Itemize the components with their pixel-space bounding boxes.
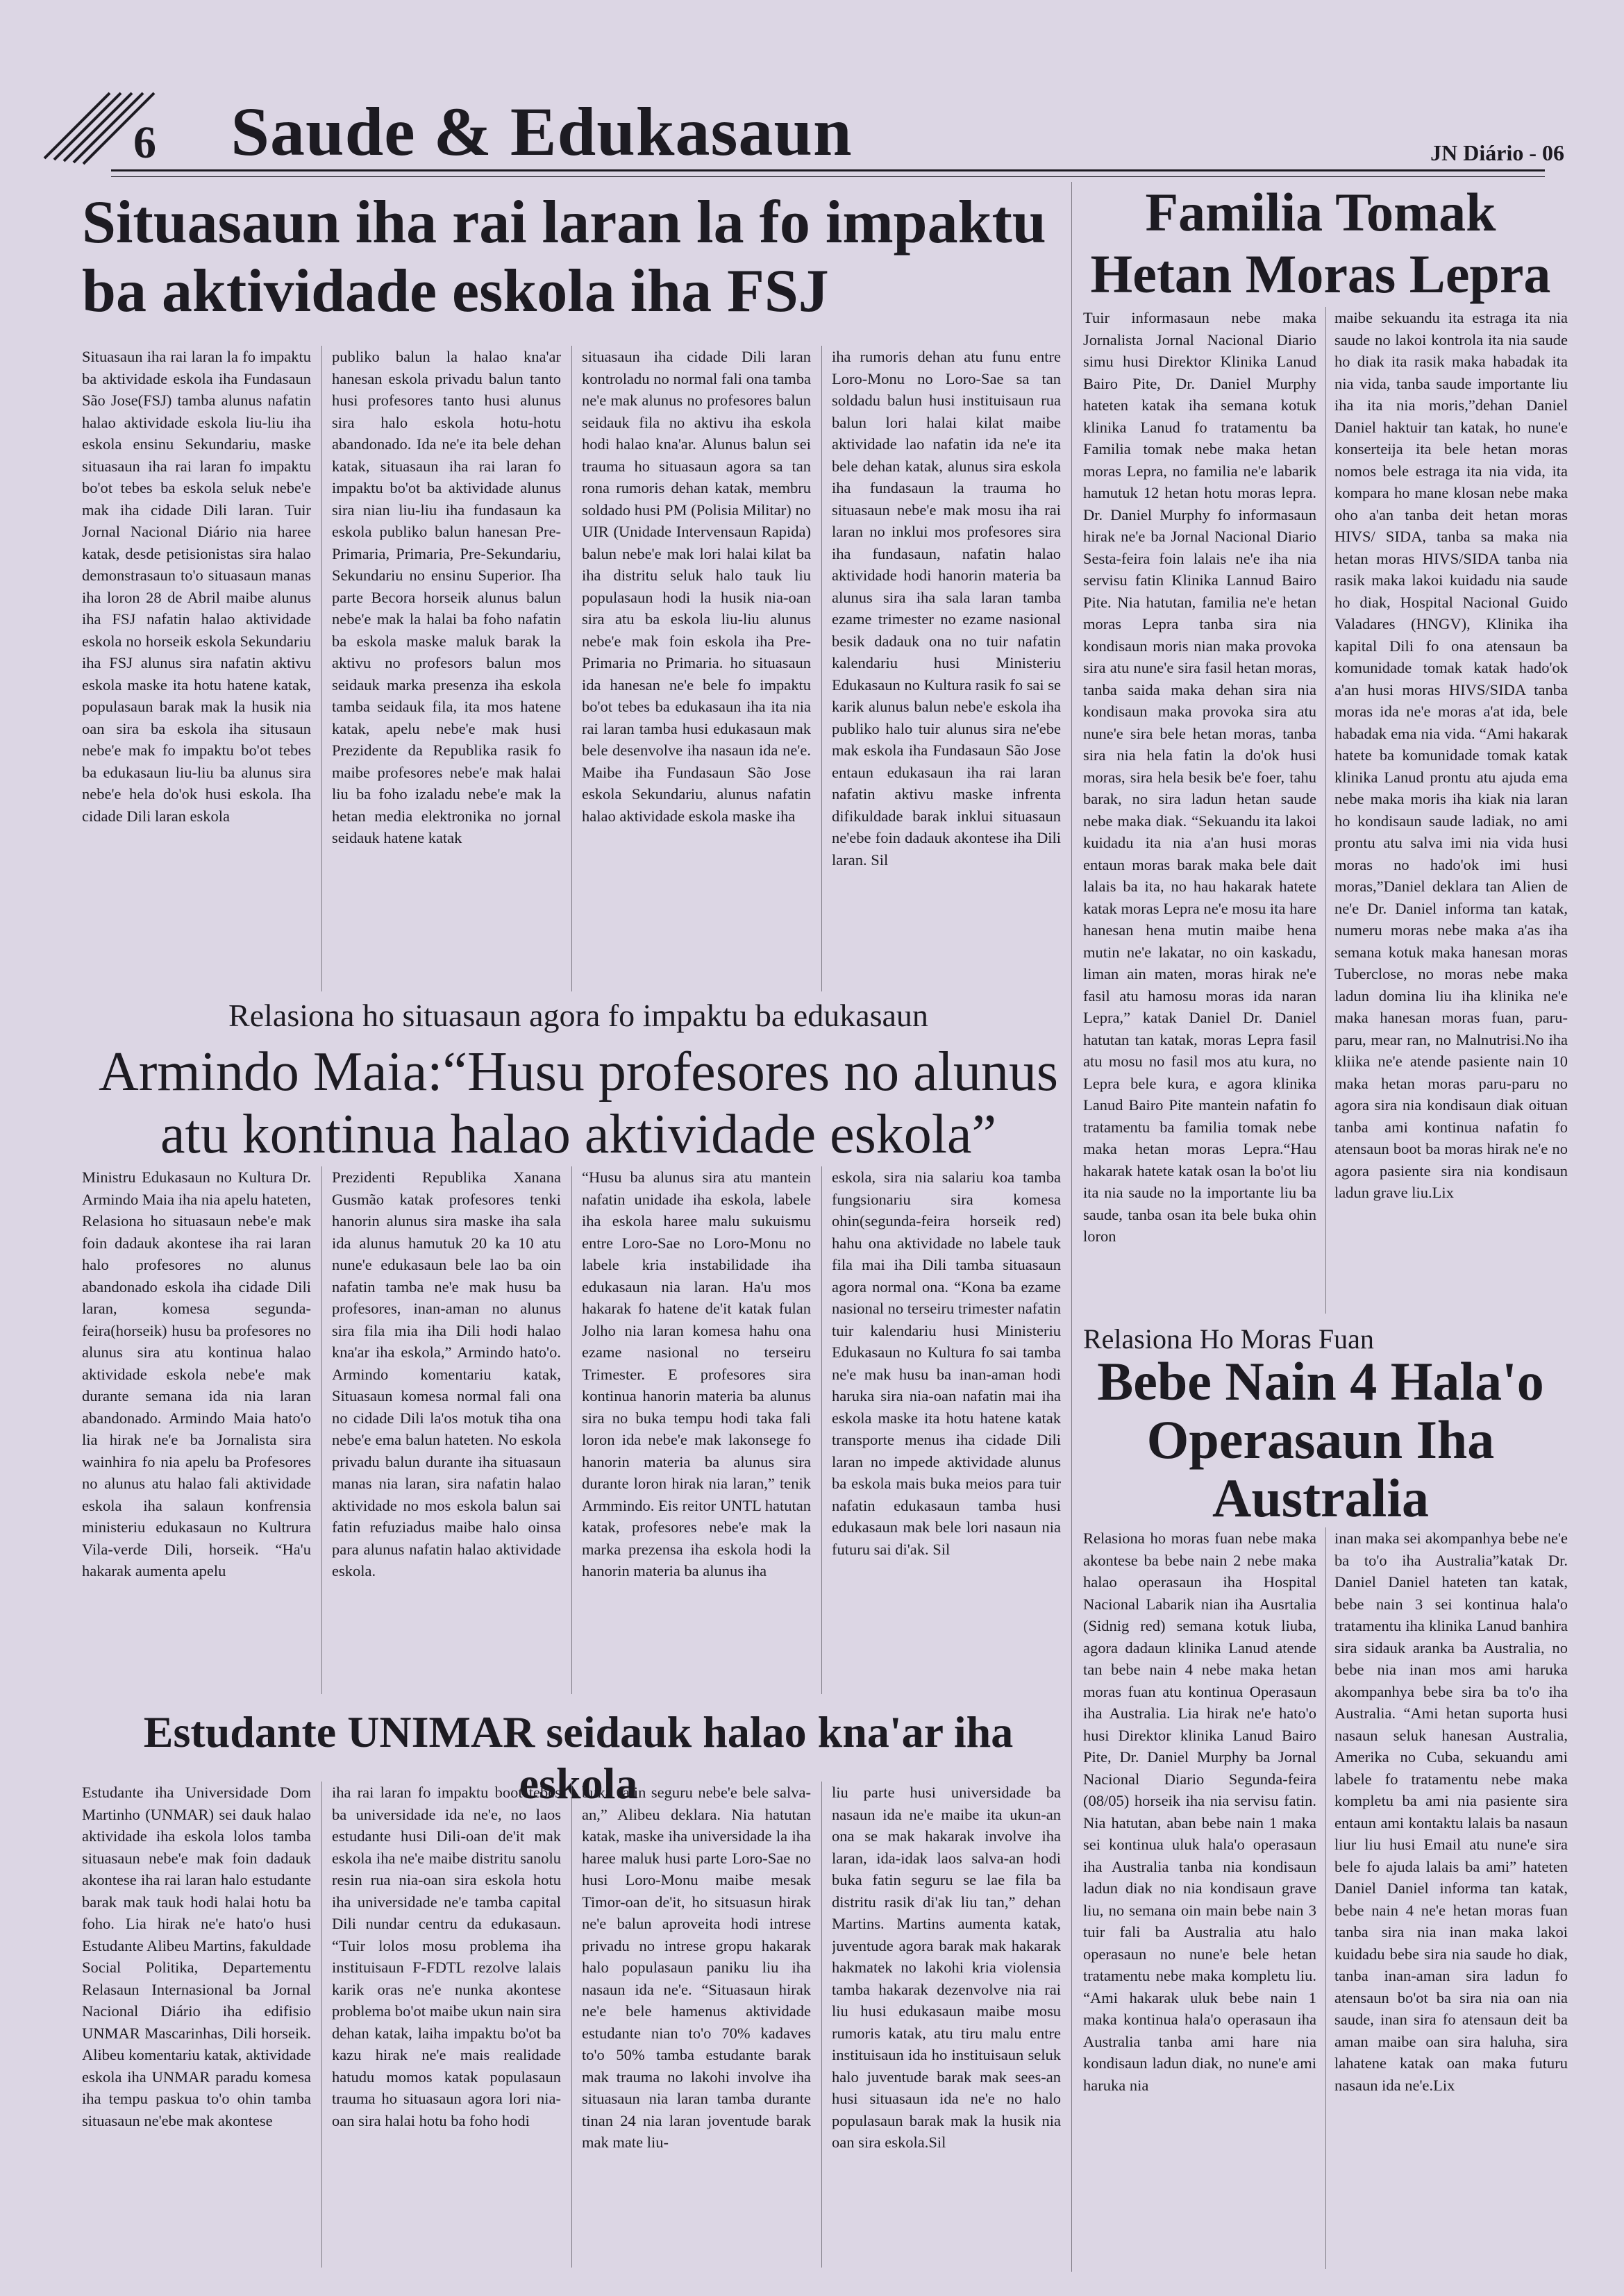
header-rule: [111, 169, 1545, 171]
page-number: 6: [133, 117, 156, 168]
unimar-column-1: Estudante iha Universidade Dom Martinho (UNMAR) sei dauk halao aktividade iha eskola lolos tamba situasaun nebe'e mak foin dadauk akontese iha rai laran halo estudante barak mak tauk hodi halai hotu ba foho. Lia hirak ne'e hato'o husi Estudante Alibeu Martins, fakuldade Social Politika, Departementu Relasaun Internasional ba Jornal Nacional Diário iha edifisio UNMAR Mascarinhas, Dili horseik. Alibeu komentariu katak, aktividade eskola iha UNMAR paradu komesa iha tempu paskua to'o ohin tamba situasaun ne'ebe mak akontese: [82, 1784, 311, 2129]
familia-column-1: Tuir informasaun nebe maka Jornalista Jornal Nacional Diario simu husi Direktor Klinika Lanud Bairo Pite, Dr. Daniel Murphy hateten katak iha semana kotuk klinika Lanud fo tratamentu ba Familia tomak nebe maka hetan moras Lepra, no familia ne'e labarik hamutuk 12 hetan hotu moras lepra. Dr. Daniel Murphy fo informasaun hirak ne'e ba Jornal Nacional Diario Sesta-feira foin lalais ne'e iha nia servisu fatin Klinika Lannud Bairo Pite. Nia hatutan, familia ne'e hetan moras Lepra tanba sira nia kondisaun moris nian maka provoka sira atu nune'e sira fasil hetan moras, tanba saida maka dehan sira nia kondisaun maka provoka sira atu nune'e sira bele hetan moras, tanba sira nia hela fatin la do'ok husi moras, sira hela besik be'e foer, tahu barak, no sira ladun hetan saude nebe maka diak. “Sekuandu ita lakoi kuidadu ita nia a'an husi moras entaun moras barak maka bele dait lalais ba ita, no hau hakarak hatete katak moras Lepra ne'e mosu ita hare hanesan hena mutin maibe hena mutin ne'e lakatar, no oin kaskadu, liman ain maten, moras hirak ne'e fasil atu hamosu moras ida naran Lepra,” katak Daniel Dr. Daniel hatutan tan katak, moras Lepra fasil atu mosu no fasil mos atu kura, no Lepra bele kura, e agora klinika Lanud Bairo Pite mantein nafatin fo tratamentu ba familia tomak nebe maka hetan moras Lepra.“Hau hakarak hatete katak osan la bo'ot liu ita nia saude no la importante liu ba saude, tanba osan ita bele buka ohin loron: [1083, 309, 1316, 1245]
lead-headline: Situasaun iha rai laran la fo impaktu ba aktividade eskola iha FSJ: [82, 189, 1046, 325]
unimar-column-2: iha rai laran fo impaktu boot tebes ba universidade ida ne'e, no laos estudante husi Dili-oan de'it mak eskola iha ne'e maibe distritu sanolu resin rua nia-oan sira eskola hotu iha universidade ne'e tamba capital Dili nundar centru da edukasaun. “Tuir lolos mosu problema iha instituisaun F-FDTL rezolve lalais karik oras ne'e nunka akontese problema bo'ot maibe ukun nain sira dehan katak, laiha impaktu bo'ot ba kazu hirak ne'e mais realidade hatudu momos katak populasaun trauma ho situasaun agora lori nia-oan sira halai hotu ba foho hodi: [332, 1784, 561, 2129]
bebe-headline: Bebe Nain 4 Hala'o Operasaun Iha Australia: [1097, 1351, 1544, 1529]
column-divider: [821, 346, 822, 991]
familia-headline: Familia Tomak Hetan Moras Lepra: [1090, 182, 1551, 304]
bebe-column-1: Relasiona ho moras fuan nebe maka akontese ba bebe nain 2 nebe maka halao operasaun iha Hospital Nacional Labarik nian iha Ausrtalia (Sidnig red) semana kotuk liuba, agora dadaun klinika Lanud atende tan bebe nain 4 nebe maka hetan moras fuan atu kontinua Operasaun iha Australia. Lia hirak ne'e hato'o husi Direktor klinika Lanud Bairo Pite, Dr. Daniel Murphy ba Jornal Nacional Diario Segunda-feira (08/05) horseik iha nia servisu fatin. Nia hatutan, aban bebe nain 1 maka sei kontinua uluk hala'o operasaun iha Australia tanba nia kondisaun ladun diak no nia kondisaun grave liu, no semana oin main bebe nain 3 tuir fali ba Australia atu halo operasaun no nune'e bele hetan tratamentu nebe maka kompletu liu. “Ami hakarak uluk bebe nain 1 maka kontinua hala'o operasaun iha Australia tanba ami hare nia kondisaun ladun diak, no nune'e ami haruka nia: [1083, 1530, 1316, 2094]
column-divider: [821, 1166, 822, 1694]
armindo-column-3: “Husu ba alunus sira atu mantein nafatin unidade iha eskola, labele iha eskola haree malu sukuismu entre Loro-Sae no Loro-Monu no labele kria instabilidade iha edukasaun nia laran. Ha'u mos hakarak fo hatene de'it katak fulan Jolho nia laran komesa hahu ona ezame nasional no terseiru Trimester. E profesores sira kontinua hanorin materia ba alunus sira no buka tempu hodi taka fali loron ida nebe'e mak lakonsege fo hanorin materia ba alunus sira durante loron hirak nia laran,” tenik Armmindo. Eis reitor UNTL hatutan katak, profesores nebe'e mak la marka prezensa iha eskola hodi la hanorin materia ba alunus iha: [582, 1168, 811, 1579]
column-divider: [821, 1782, 822, 2268]
column-divider: [321, 1782, 322, 2268]
armindo-column-4: eskola, sira nia salariu koa tamba fungsionariu sira komesa ohin(segunda-feira horseik red) hahu ona aktividade no labele tauk fila mai iha Dili tamba situasaun agora normal ona. “Kona ba ezame nasional no terseiru trimester nafatin tuir kalendariu husi Ministeriu Edukasaun no Kultura fo sai tamba ne'e mak husu ba inan-aman hodi haruka sira nia-oan nafatin mai iha eskola maske ita hotu hatene katak transporte menus iha cidade Dili laran no impede aktividade alunus ba eskola mais buka meios para tuir nafatin edukasaun tamba husi edukasaun mak bele lori nasaun nia futuru sai di'ak. Sil: [832, 1168, 1061, 1558]
lead-column-4: iha rumoris dehan atu funu entre Loro-Monu no Loro-Sae sa tan soldadu balun husi instituisaun rua balun lori halai kilat maibe aktividade lao nafatin ida ne'e ita bele dehan katak, alunus sira eskola iha fundasaun la trauma ho situasaun nebe'e mak mosu iha rai laran no inklui mos profesores sira iha fundasaun, nafatin halao aktividade hodi hanorin materia ba alunus sira iha sala laran tamba ezame trimester no ezame nasional besik dadauk ona no tuir nafatin kalendariu husi Ministeriu Edukasaun no Kultura rasik fo sai se karik alunus balun nebe'e eskola iha publiko halo tuir alunus sira ne'ebe mak eskola iha Fundasaun São Jose entaun edukasaun iha rai laran nafatin aktivu maske infrenta difikuldade barak inklui situasaun ne'ebe foin dadauk akontese iha Dili laran. Sil: [832, 348, 1061, 869]
column-divider: [571, 1782, 572, 2268]
familia-column-2: maibe sekuandu ita estraga ita nia saude no lakoi kontrola ita nia saude ho diak ita rasik maka habadak ita nia vida, tanba saude importante liu iha ita nia moris,”dehan Daniel Daniel haktuir tan katak, ho nune'e konserteija ita bele hetan moras nomos bele estraga ita nia vida, ita kompara ho mane klosan nebe maka oho a'an tanba deit hetan moras HIVS/ SIDA, tanba sa maka nia hetan moras HIVS/SIDA tanba nia rasik maka lakoi kuidadu nia saude ho diak, Hospital Nacional Guido Valadares (HNGV), Klinika iha kapital Dili fo ona atensaun ba komunidade tomak katak hado'ok a'an husi moras HIVS/SIDA tanba moras ida ne'e moras a'at ida, bele habadak ema nia vida. “Ami hakarak hatete ba komunidade tomak katak klinika Lanud prontu atu ajuda ema nebe maka moris iha kiak nia laran ho kondisaun saude ladiak, no ami prontu atu salva imi nia vida husi moras no hado'ok imi husi moras,”Daniel deklara tan Alien de ne'e Dr. Daniel informa tan katak, numeru moras nebe maka a'as iha semana kotuk maka hanesan moras Tuberclose, no moras nebe maka ladun domina liu iha klinika ne'e maka hanesan moras fuan, paru-paru, mear ran, no Malnutrisi.No iha kliika ne'e atende pasiente nain 10 maka hetan moras paru-paru no agora sira nia kondisaun diak oituan tanba ami kontinua nafatin fo atensaun boot ba moras hirak ne'e no agora pasiente sira nia kondisaun ladun grave liu.Lix: [1334, 309, 1568, 1201]
section-title: Saude & Edukasaun: [231, 93, 853, 170]
header-rule-thin: [111, 176, 1545, 177]
column-divider: [1325, 307, 1326, 1314]
bebe-column-2: inan maka sei akompanhya bebe ne'e ba to'o iha Australia”katak Dr. Daniel Daniel hateten tan katak, bebe nain 3 sei kontinua hala'o tratamentu iha klinika Lanud banhira sira sidauk aranka ba Australia, no bebe nia inan mos ami haruka akompanhya bebe sira ba to'o iha Australia. “Ami hetan suporta husi nasaun seluk hanesan Australia, Amerika no Cuba, sekuandu ami labele fo tratamentu nebe maka kompletu ba ami nia pasiente sira entaun ami kontaktu lalais ba nasaun liur liu husi Email atu nune'e sira bele fo ajuda lalais ba ami” hateten Daniel Daniel informa tan katak, bebe nain 4 ne'e hetan moras fuan tanba sira nia inan maka lakoi kuidadu bebe sira nia saude ho diak, tanba inan-aman sira ladun fo atensaun bo'ot ba sira nia oan nia saude, inan sira fo atensaun deit ba aman maibe oan sira haluha, sira lahatene katak oan maka futuru nasaun ida ne'e.Lix: [1334, 1530, 1568, 2094]
unimar-column-3: buka fatin seguru nebe'e bele salva-an,” Alibeu deklara. Nia hatutan katak, maske iha universidade la iha haree maluk husi parte Loro-Sae no husi Loro-Monu maibe mesak Timor-oan de'it, ho sitsuasun hirak ne'e balun aproveita hodi intrese privadu no intrese gropu hakarak halo populasaun paniku liu iha nasaun ida ne'e. “Situasaun hirak ne'e bele hamenus aktividade estudante nian to'o 70% kadaves to'o 50% tamba estudante barak mak trauma no lakohi involve iha situasaun nia laran tamba durante tinan 24 nia laran joventude barak mak mate liu-: [582, 1784, 811, 2151]
lead-column-1: Situasaun iha rai laran la fo impaktu ba aktividade eskola iha Fundasaun São Jose(FSJ) tamba alunus nafatin halao aktividade eskola liu-liu iha eskola ensinu Sekundariu, maske situasaun iha rai laran fo impaktu bo'ot tebes ba eskola seluk nebe'e mak iha cidade Dili laran. Tuir Jornal Nacional Diário nia haree katak, desde petisionistas sira halao demonstrasaun to'o situasaun manas iha loron 28 de Abril maibe alunus iha FSJ nafatin halao aktividade eskola no horseik eskola Sekundariu iha FSJ alunus sira nafatin aktivu eskola maske ita hotu hatene katak, populasaun barak mak la husik nia oan sira ba eskola iha situsaun nebe'e mak fo impaktu bo'ot tebes ba edukasaun liu-liu ba alunus sira nebe'e hela do'ok husi eskola. Iha cidade Dili laran eskola: [82, 348, 311, 825]
unimar-headline: Estudante UNIMAR seidauk halao kna'ar iha eskola: [143, 1707, 1014, 1808]
column-divider: [321, 346, 322, 991]
armindo-headline: Armindo Maia:“Husu profesores no alunus atu kontinua halao aktividade eskola”: [99, 1041, 1058, 1165]
lead-column-3: situasaun iha cidade Dili laran kontroladu no normal fali ona tamba ne'e mak alunus no profesores balun seidauk fila no aktivu iha eskola hodi halao kna'ar. Alunus balun sei trauma ho situasaun agora sa tan rona rumoris dehan katak, membru soldado husi PM (Polisia Militar) no UIR (Unidade Intervensaun Rapida) balun nebe'e mak lori halai kilat ba iha distritu seluk halo tauk liu populasaun hodi la husik nia-oan sira atu ba eskola liu-liu alunus nebe'e mak foin eskola iha Pre-Primaria no Primaria. ho situasaun ida hanesan ne'e bele fo impaktu bo'ot tebes ba edukasaun iha ita nia rai laran tamba husi edukasaun mak bele desenvolve iha nasaun ida ne'e. Maibe iha Fundasaun São Jose eskola Sekundariu, alunus nafatin halao aktividade eskola maske iha: [582, 348, 811, 825]
lead-column-2: publiko balun la halao kna'ar hanesan eskola privadu balun tanto husi profesores tanto husi alunus sira halo eskola hotu-hotu abandonado. Ida ne'e ita bele dehan katak, situasaun iha rai laran fo impaktu bo'ot ba aktividade alunus sira nian liu-liu iha fundasaun ka eskola publiko balun hanesan Pre-Primaria, Primaria, Pre-Sekundariu, Sekundariu no ensinu Superior. Iha parte Becora horseik alunus balun nebe'e mak la halai ba foho nafatin ba eskola maske maluk barak la aktivu no profesors balun mos seidauk marka presenza iha eskola tamba seidauk fila, ita mos hatene katak, apelu nebe'e mak husi Prezidente da Republika rasik fo maibe profesores nebe'e mak halai liu ba foho izaladu nebe'e mak la hetan media elektronika no jornal seidauk hatene katak: [332, 348, 561, 846]
armindo-column-2: Prezidenti Republika Xanana Gusmão katak profesores tenki hanorin alunus sira maske iha sala ida alunus hamutuk 20 ka 10 atu nune'e edukasaun bele lao ba oin nafatin tamba ne'e mak husu ba profesores, inan-aman no alunus sira fila mia iha Dili hodi halao kna'ar iha eskola,” Armindo hato'o. Armindo komentariu katak, Situasaun komesa normal fali ona no cidade Dili la'os motuk tiha ona nebe'e ema balun hateten. No eskola privadu balun durante iha situasaun manas nia laran, sira nafatin halao aktividade no mos eskola balun sai fatin refuziadus maibe halo oinsa para alunus nafatin halao aktividade eskola.: [332, 1168, 561, 1579]
armindo-kicker: Relasiona ho situasaun agora fo impaktu ba edukasaun: [228, 998, 928, 1033]
column-divider: [1325, 1527, 1326, 2269]
section-divider: [1071, 182, 1072, 2272]
column-divider: [571, 1166, 572, 1694]
column-divider: [571, 346, 572, 991]
issue-label: JN Diário - 06: [1430, 140, 1564, 165]
bebe-kicker: Relasiona Ho Moras Fuan: [1083, 1323, 1374, 1355]
armindo-column-1: Ministru Edukasaun no Kultura Dr. Armindo Maia iha nia apelu hateten, Relasiona ho situasaun nebe'e mak foin dadauk akontese iha rai laran halo profesores no alunus abandonado eskola iha cidade Dili laran, komesa segunda-feira(horseik) husu ba profesores no alunus sira atu kontinua halao aktividade eskola nebe'e mak durante semana ida nia laran abandonado. Armindo Maia hato'o lia hirak ne'e ba Jornalista sira wainhira fo nia apelu ba Profesores no alunus atu halao fali aktividade eskola iha salaun konfrensia ministeriu edukasaun no Kultrura Vila-verde Dili, horseik. “Ha'u hakarak aumenta apelu: [82, 1168, 311, 1579]
column-divider: [321, 1166, 322, 1694]
unimar-column-4: liu parte husi universidade ba nasaun ida ne'e maibe ita ukun-an ona se mak hakarak involve iha laran, ida-idak laos salva-an hodi buka fatin seguru se lae fila ba distritu rasik di'ak liu tan,” dehan Martins. Martins aumenta katak, juventude agora barak mak hakarak hakmatek no lakohi kria violensia tamba hakarak dezenvolve nia rai liu husi edukasaun maibe mosu rumoris katak, atu tiru malu entre instituisaun ida ho instituisaun seluk halo juventude barak mak sees-an husi situasaun ida ne'e no halo populasaun barak mak la husik nia oan sira eskola.Sil: [832, 1784, 1061, 2151]
